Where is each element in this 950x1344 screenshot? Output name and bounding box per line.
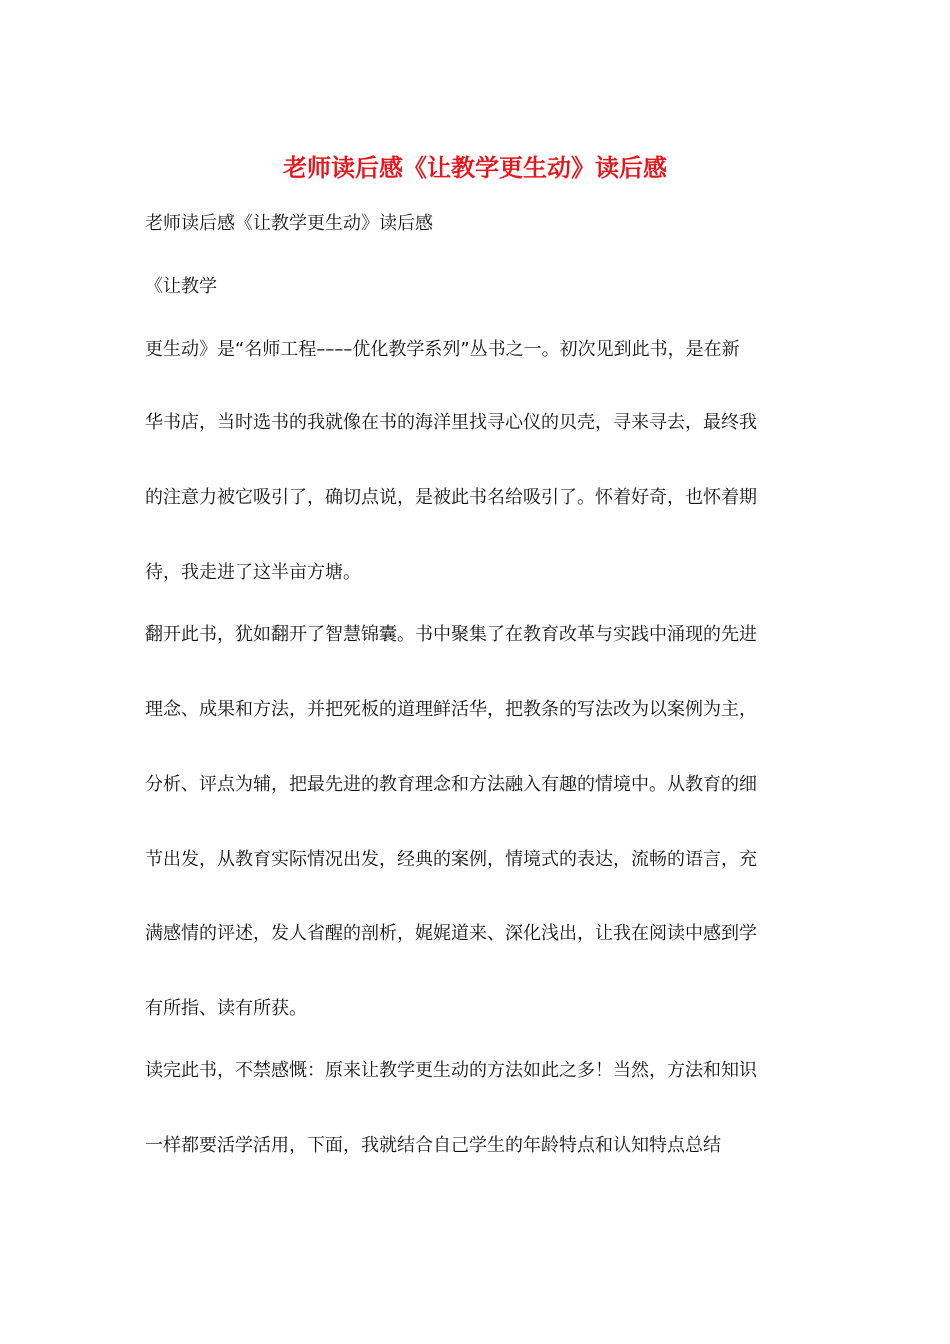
paragraph-line: 华书店，当时选书的我就像在书的海洋里找寻心仪的贝壳，寻来寻去，最终我 xyxy=(145,412,757,433)
paragraph-line: 翻开此书，犹如翻开了智慧锦囊。书中聚集了在教育改革与实践中涌现的先进 xyxy=(145,624,757,645)
paragraph-line: 分析、评点为辅，把最先进的教育理念和方法融入有趣的情境中。从教育的细 xyxy=(145,774,757,795)
paragraph-line: 待，我走进了这半亩方塘。 xyxy=(145,562,361,583)
subtitle-line: 老师读后感《让教学更生动》读后感 xyxy=(145,213,433,234)
paragraph-line: 读完此书，不禁感慨：原来让教学更生动的方法如此之多！当然，方法和知识 xyxy=(145,1060,757,1081)
paragraph-line: 有所指、读有所获。 xyxy=(145,998,307,1019)
paragraph-line: 理念、成果和方法，并把死板的道理鲜活华，把教条的写法改为以案例为主， xyxy=(145,699,757,720)
paragraph-line: 的注意力被它吸引了，确切点说，是被此书名给吸引了。怀着好奇，也怀着期 xyxy=(145,487,757,508)
paragraph-line: 一样都要活学活用，下面，我就结合自己学生的年龄特点和认知特点总结 xyxy=(145,1135,721,1156)
paragraph-line: 《让教学 xyxy=(145,276,217,297)
paragraph-line: 节出发，从教育实际情况出发，经典的案例，情境式的表达，流畅的语言，充 xyxy=(145,849,757,870)
paragraph-line: 更生动》是“名师工程––––优化教学系列”丛书之一。初次见到此书，是在新 xyxy=(145,339,740,360)
paragraph-line: 满感情的评述，发人省醒的剖析，娓娓道来、深化浅出，让我在阅读中感到学 xyxy=(145,923,757,944)
document-title: 老师读后感《让教学更生动》读后感 xyxy=(283,153,667,182)
